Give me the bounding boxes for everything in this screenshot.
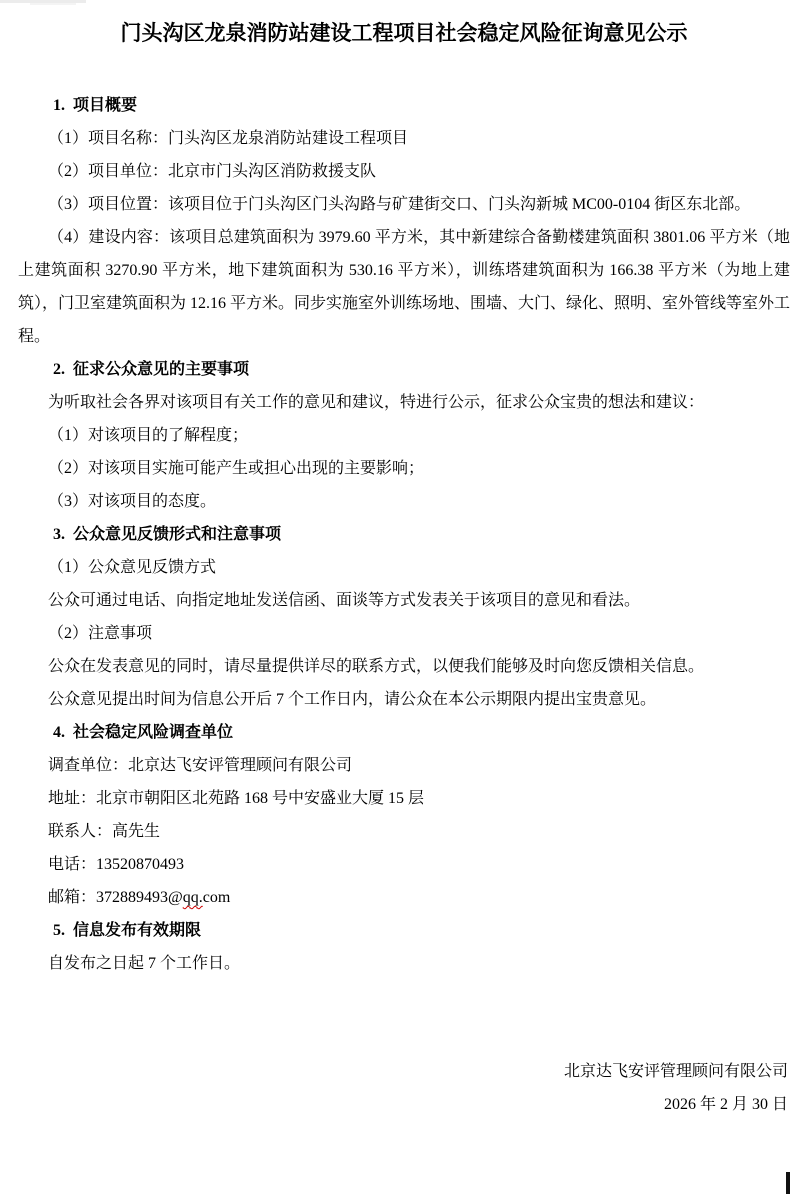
section-2-item-3: （3）对该项目的态度。	[48, 493, 217, 510]
section-2-heading: 2. 征求公众意见的主要事项	[53, 361, 250, 378]
section-3-note-2: 公众意见提出时间为信息公开后 7 个工作日内，请公众在本公示期限内提出宝贵意见。	[48, 691, 657, 708]
text-cursor[interactable]	[786, 1172, 790, 1194]
survey-unit-line: 调查单位：北京达飞安评管理顾问有限公司	[48, 757, 353, 774]
signature-date: 2026 年 2 月 30 日	[663, 1096, 788, 1113]
section-4-heading: 4. 社会稳定风险调查单位	[53, 724, 234, 741]
section-1-item-1: （1）项目名称：门头沟区龙泉消防站建设工程项目	[48, 130, 409, 147]
phone-line: 电话：13520870493	[48, 856, 185, 873]
email-spellcheck-underline: qq.	[182, 889, 203, 906]
section-5-heading: 5. 信息发布有效期限	[53, 922, 202, 939]
section-1-item-4: （4）建设内容：该项目总建筑面积为 3979.60 平方米，其中新建综合备勤楼建筑面积 3801.06 平方米（地上建筑面积 3270.90 平方米，地下建筑面积为 530.16 平方米），训练塔建筑面积为 166.38 平方米（为地上建筑），门卫室建筑面积为 12.16 平方米。同步实施室外训练场地、围墙、大门、绿化、照明、室外管线等室外工程。	[18, 229, 791, 345]
page-title: 门头沟区龙泉消防站建设工程项目社会稳定风险征询意见公示	[120, 21, 688, 45]
section-3-feedback-methods: 公众可通过电话、向指定地址发送信函、面谈等方式发表关于该项目的意见和看法。	[48, 592, 641, 609]
section-2-item-2: （2）对该项目实施可能产生或担心出现的主要影响；	[48, 460, 425, 477]
email-line	[18, 881, 790, 914]
section-1-heading: 1. 项目概要	[53, 97, 138, 114]
section-3-item-1: （1）公众意见反馈方式	[48, 559, 217, 576]
email-suffix: com	[202, 889, 231, 906]
section-2-intro: 为听取社会各界对该项目有关工作的意见和建议，特进行公示，征求公众宝贵的想法和建议：	[48, 394, 705, 411]
email-prefix: 邮箱：372889493@	[48, 889, 183, 906]
validity-period-line: 自发布之日起 7 个工作日。	[48, 955, 241, 972]
signature-block	[18, 1055, 790, 1121]
section-3-item-2: （2）注意事项	[48, 625, 153, 642]
contact-person-line: 联系人：高先生	[48, 823, 161, 840]
section-1-item-3: （3）项目位置：该项目位于门头沟区门头沟路与矿建街交口、门头沟新城 MC00-0104 街区东北部。	[48, 196, 751, 213]
section-3-note-1: 公众在发表意见的同时，请尽量提供详尽的联系方式，以便我们能够及时向您反馈相关信息。	[48, 658, 705, 675]
address-line: 地址：北京市朝阳区北苑路 168 号中安盛业大厦 15 层	[48, 790, 425, 807]
signature-company: 北京达飞安评管理顾问有限公司	[563, 1063, 788, 1080]
scan-artifact-top-left-2	[30, 3, 76, 5]
section-2-item-1: （1）对该项目的了解程度；	[48, 427, 249, 444]
section-3-heading: 3. 公众意见反馈形式和注意事项	[53, 526, 282, 543]
section-1-item-2: （2）项目单位：北京市门头沟区消防救援支队	[48, 163, 377, 180]
